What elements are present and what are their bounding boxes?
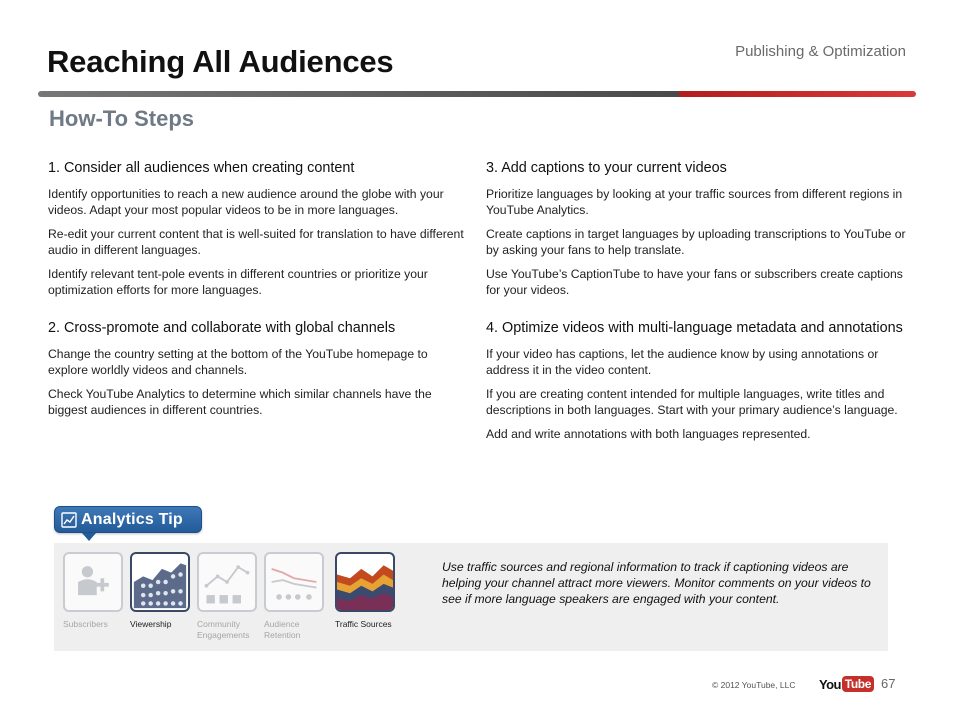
- step-paragraph: If your video has captions, let the audience know by using annotations or address it in the video content.: [486, 347, 879, 377]
- section-label: Publishing & Optimization: [735, 43, 906, 60]
- copyright: © 2012 YouTube, LLC: [712, 680, 796, 690]
- step-1: [48, 159, 468, 306]
- trend-chart-icon: [61, 512, 77, 528]
- analytics-tip-text: Use traffic sources and regional information to track if captioning videos are helping your channel attract more viewers. Monitor comments on your videos to see if more language speakers are engaged with your content.: [442, 560, 871, 606]
- page-title: Reaching All Audiences: [47, 44, 394, 79]
- step-paragraph: Check YouTube Analytics to determine which similar channels have the biggest audiences in different countries.: [48, 387, 432, 417]
- subscribers-icon: [63, 552, 123, 612]
- analytics-tip-badge: [54, 506, 202, 533]
- community-engagements-icon: [197, 552, 257, 612]
- step-heading: 4. Optimize videos with multi-language metadata and annotations: [486, 320, 903, 336]
- tip-icon-caption: Viewership: [130, 619, 172, 629]
- step-paragraph: Prioritize languages by looking at your traffic sources from different regions in YouTube Analytics.: [486, 187, 903, 217]
- youtube-logo-tube: Tube: [842, 676, 874, 692]
- title-rule: [38, 91, 916, 97]
- step-3: [486, 159, 906, 306]
- youtube-logo-you: You: [819, 676, 841, 692]
- step-2: [48, 319, 468, 426]
- youtube-logo: [819, 676, 874, 692]
- audience-retention-icon: [264, 552, 324, 612]
- tip-badge-pointer: [82, 533, 96, 541]
- step-paragraph: Use YouTube’s CaptionTube to have your fans or subscribers create captions for your videos.: [486, 267, 903, 297]
- viewership-icon: [130, 552, 190, 612]
- step-paragraph: If you are creating content intended for multiple languages, write titles and descriptions in both languages. Start with your primary audience’s language.: [486, 387, 898, 417]
- traffic-sources-icon: [335, 552, 395, 612]
- page-subtitle: How-To Steps: [49, 106, 195, 131]
- step-heading: 1. Consider all audiences when creating content: [48, 160, 355, 176]
- step-heading: 3. Add captions to your current videos: [486, 160, 727, 176]
- step-paragraph: Change the country setting at the bottom of the YouTube homepage to explore worldly videos and channels.: [48, 347, 428, 377]
- step-paragraph: Add and write annotations with both languages represented.: [486, 427, 811, 441]
- step-paragraph: Create captions in target languages by uploading transcriptions to YouTube or by asking your fans to help translate.: [486, 227, 906, 257]
- step-paragraph: Re-edit your current content that is well-suited for translation to have different audio in different languages.: [48, 227, 464, 257]
- analytics-tip-label: Analytics Tip: [81, 510, 183, 528]
- step-4: [486, 319, 906, 450]
- tip-icon-caption: Subscribers: [63, 619, 108, 629]
- step-paragraph: Identify opportunities to reach a new audience around the globe with your videos. Adapt your most popular videos to be in more languages.: [48, 187, 444, 217]
- step-heading: 2. Cross-promote and collaborate with global channels: [48, 320, 396, 336]
- tip-icon-caption: Traffic Sources: [335, 619, 392, 629]
- tip-icon-caption: Community Engagements: [197, 619, 250, 640]
- tip-icon-caption: Audience Retention: [264, 619, 301, 640]
- analytics-tip-panel: [54, 543, 888, 651]
- step-paragraph: Identify relevant tent-pole events in different countries or prioritize your optimization efforts for more languages.: [48, 267, 428, 297]
- page-number: 67: [881, 676, 896, 691]
